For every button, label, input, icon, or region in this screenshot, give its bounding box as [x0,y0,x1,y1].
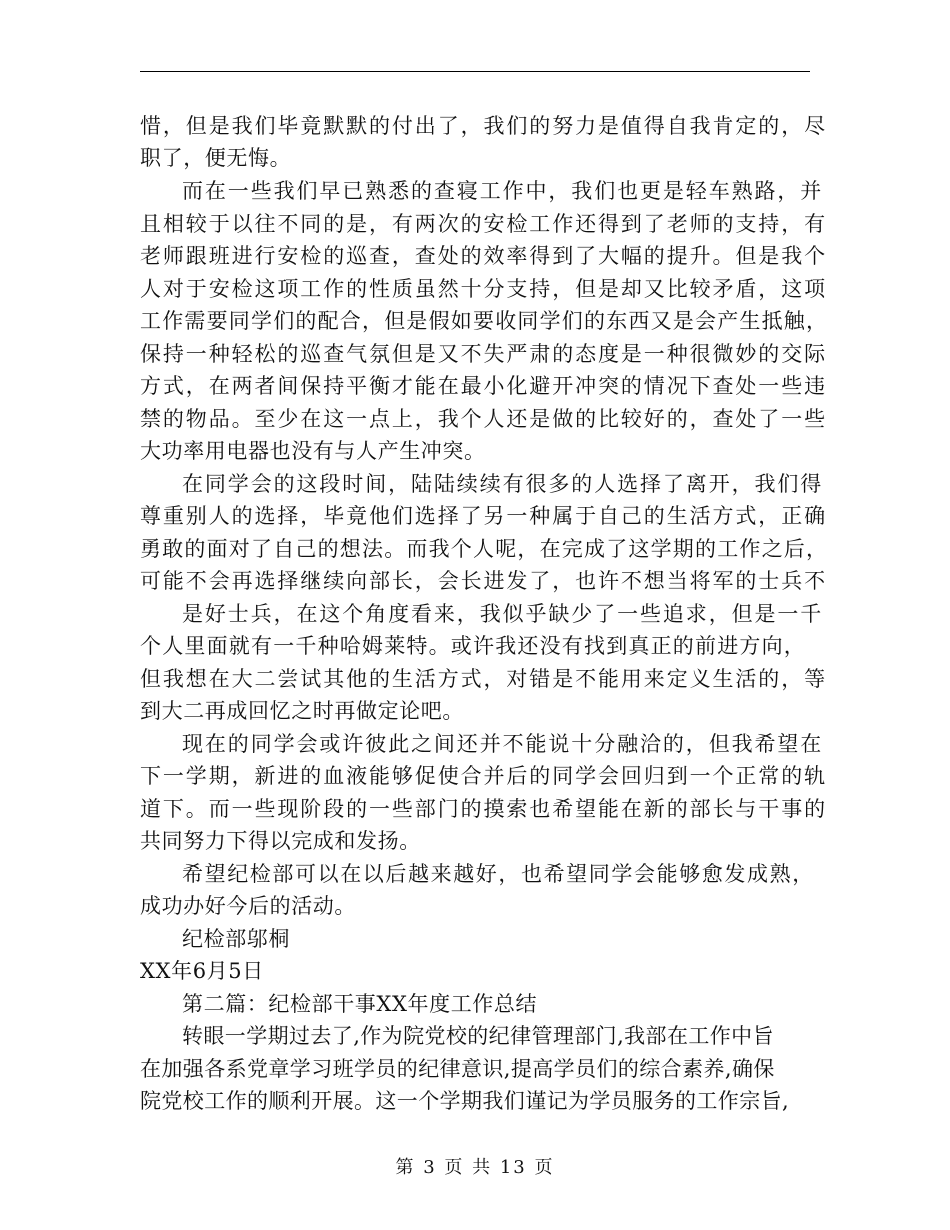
text-line: 可能不会再选择继续向部长，会长进发了，也许不想当将军的士兵不 [140,569,827,593]
text-line: 职了，便无悔。 [140,146,292,170]
text-line: 工作需要同学们的配合，但是假如要收同学们的东西又是会产生抵触， [140,309,829,333]
text-line: 勇敢的面对了自己的想法。而我个人呢，在完成了这学期的工作之后， [140,537,829,561]
text-line: 禁的物品。至少在这一点上，我个人还是做的比较好的，查处了一些 [140,407,827,431]
text-line: 现在的同学会或许彼此之间还并不能说十分融洽的，但我希望在 [182,732,824,756]
text-line: 大功率用电器也没有与人产生冲突。 [140,439,486,463]
page-number-footer: 第 3 页 共 13 页 [395,1157,555,1178]
text-line: 且相较于以往不同的是，有两次的安检工作还得到了老师的支持，有 [140,212,827,236]
text-line: 道下。而一些现阶段的一些部门的摸索也希望能在新的部长与干事的 [140,797,827,821]
text-line: 在同学会的这段时间，陆陆续续有很多的人选择了离开，我们得 [182,472,824,496]
header-rule [140,71,810,72]
section-title: 第二篇：纪检部干事XX年度工作总结 [182,992,538,1016]
signature-line: 纪检部邬桐 [182,927,290,951]
text-line: 院党校工作的顺利开展。这一个学期我们谨记为学员服务的工作宗旨, [140,1089,790,1113]
text-line: 是好士兵，在这个角度看来，我似乎缺少了一些追求，但是一千 [182,602,824,626]
text-line: 保持一种轻松的巡查气氛但是又不失严肃的态度是一种很微妙的交际 [140,342,827,366]
text-line: 下一学期，新进的血液能够促使合并后的同学会回归到一个正常的轨 [140,764,827,788]
text-line: 方式，在两者间保持平衡才能在最小化避开冲突的情况下查处一些违 [140,374,827,398]
text-line: 共同努力下得以完成和发扬。 [140,829,421,853]
text-line: 尊重别人的选择，毕竟他们选择了另一种属于自己的生活方式，正确 [140,504,827,528]
text-line: 人对于安检这项工作的性质虽然十分支持，但是却又比较矛盾，这项 [140,277,827,301]
text-line: 而在一些我们早已熟悉的查寝工作中，我们也更是轻车熟路，并 [182,179,824,203]
text-line: 但我想在大二尝试其他的生活方式，对错是不能用来定义生活的，等 [140,667,827,691]
text-line: 老师跟班进行安检的巡查，查处的效率得到了大幅的提升。但是我个 [140,244,827,268]
text-line: 在加强各系党章学习班学员的纪律意识,提高学员们的综合素养,确保 [140,1057,775,1081]
text-line: 惜，但是我们毕竟默默的付出了，我们的努力是值得自我肯定的，尽 [140,114,827,138]
text-line: 成功办好今后的活动。 [140,894,356,918]
text-line: 转眼一学期过去了,作为院党校的纪律管理部门,我部在工作中旨 [182,1024,774,1048]
text-line: 到大二再成回忆之时再做定论吧。 [140,699,464,723]
text-line: 个人里面就有一千种哈姆莱特。或许我还没有找到真正的前进方向， [140,634,806,658]
text-line: 希望纪检部可以在以后越来越好，也希望同学会能够愈发成熟， [182,862,815,886]
date-line: XX年6月5日 [140,959,264,983]
